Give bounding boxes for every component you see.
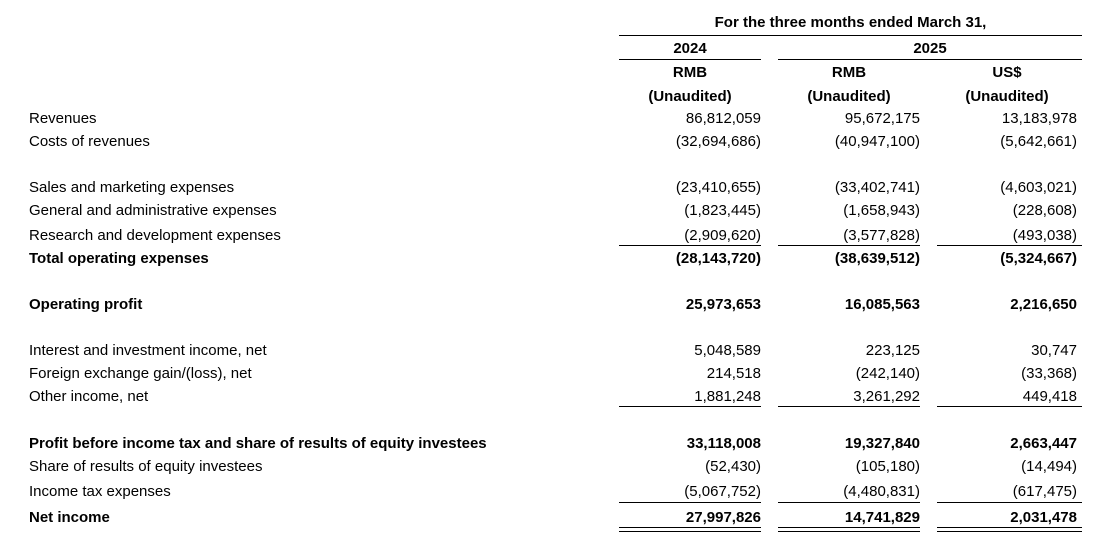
value-2024-rmb: (52,430) (705, 458, 761, 475)
value-2024-rmb: (1,823,445) (684, 202, 761, 219)
row-label: Sales and marketing expenses (29, 179, 235, 196)
year-2024-heading: 2024 (673, 40, 707, 57)
subtotal-rule (937, 245, 1082, 246)
row-label: Foreign exchange gain/(loss), net (29, 365, 252, 382)
subtotal-rule (619, 502, 761, 503)
value-2025-usd: 13,183,978 (1001, 110, 1077, 127)
value-2025-usd: (4,603,021) (1000, 179, 1077, 196)
value-2024-rmb: 27,997,826 (685, 509, 761, 526)
subtotal-rule (778, 406, 920, 407)
subtotal-rule (778, 502, 920, 503)
value-2025-usd: (617,475) (1012, 483, 1077, 500)
value-2025-rmb: 223,125 (865, 342, 920, 359)
row-label: Other income, net (29, 388, 149, 405)
value-2025-usd: 2,663,447 (1010, 435, 1077, 452)
unaudited-heading: (Unaudited) (807, 88, 891, 105)
subtotal-rule (619, 406, 761, 407)
value-2025-rmb: (40,947,100) (834, 133, 920, 150)
value-2024-rmb: (2,909,620) (684, 227, 761, 244)
currency-heading: RMB (672, 64, 708, 81)
row-label: Income tax expenses (29, 483, 171, 500)
value-2025-rmb: (4,480,831) (843, 483, 920, 500)
subtotal-rule (937, 502, 1082, 503)
value-2025-rmb: 14,741,829 (844, 509, 920, 526)
value-2025-rmb: (3,577,828) (843, 227, 920, 244)
row-label: Operating profit (29, 296, 143, 313)
value-2025-rmb: (1,658,943) (843, 202, 920, 219)
subtotal-rule (937, 406, 1082, 407)
value-2025-usd: (33,368) (1021, 365, 1077, 382)
row-label: Share of results of equity investees (29, 458, 263, 475)
value-2024-rmb: (32,694,686) (675, 133, 761, 150)
value-2025-usd: (228,608) (1012, 202, 1077, 219)
value-2024-rmb: (23,410,655) (675, 179, 761, 196)
total-double-rule (778, 527, 920, 532)
value-2024-rmb: 1,881,248 (694, 388, 761, 405)
value-2024-rmb: (5,067,752) (684, 483, 761, 500)
value-2025-rmb: (33,402,741) (834, 179, 920, 196)
value-2024-rmb: 86,812,059 (685, 110, 761, 127)
value-2025-usd: 2,216,650 (1010, 296, 1077, 313)
currency-heading: RMB (831, 64, 867, 81)
row-label: Total operating expenses (29, 250, 209, 267)
value-2025-usd: 2,031,478 (1010, 509, 1077, 526)
currency-heading: US$ (992, 64, 1022, 81)
period-heading: For the three months ended March 31, (714, 14, 987, 31)
value-2024-rmb: 214,518 (706, 365, 761, 382)
value-2025-rmb: (242,140) (855, 365, 920, 382)
value-2024-rmb: (28,143,720) (675, 250, 761, 267)
total-double-rule (619, 527, 761, 532)
row-label: Revenues (29, 110, 97, 127)
value-2025-usd: (493,038) (1012, 227, 1077, 244)
unaudited-heading: (Unaudited) (965, 88, 1049, 105)
row-label: Interest and investment income, net (29, 342, 267, 359)
value-2024-rmb: 5,048,589 (694, 342, 761, 359)
value-2025-rmb: 16,085,563 (844, 296, 920, 313)
value-2025-usd: (5,642,661) (1000, 133, 1077, 150)
value-2025-usd: (5,324,667) (1000, 250, 1077, 267)
value-2025-rmb: 19,327,840 (844, 435, 920, 452)
row-label: Costs of revenues (29, 133, 150, 150)
value-2024-rmb: 25,973,653 (685, 296, 761, 313)
row-label: Profit before income tax and share of results of equity investees (29, 435, 487, 452)
value-2025-usd: 449,418 (1022, 388, 1077, 405)
year-2025-heading: 2025 (913, 40, 947, 57)
value-2025-rmb: 95,672,175 (844, 110, 920, 127)
subtotal-rule (619, 245, 761, 246)
subtotal-rule (778, 245, 920, 246)
value-2025-usd: 30,747 (1031, 342, 1077, 359)
header-rule (619, 35, 1082, 36)
row-label: General and administrative expenses (29, 202, 277, 219)
row-label: Research and development expenses (29, 227, 281, 244)
value-2025-rmb: (105,180) (855, 458, 920, 475)
value-2025-usd: (14,494) (1021, 458, 1077, 475)
year-2024-rule (619, 59, 761, 60)
value-2025-rmb: 3,261,292 (853, 388, 920, 405)
row-label: Net income (29, 509, 110, 526)
total-double-rule (937, 527, 1082, 532)
unaudited-heading: (Unaudited) (648, 88, 732, 105)
value-2024-rmb: 33,118,008 (686, 435, 761, 452)
value-2025-rmb: (38,639,512) (834, 250, 920, 267)
year-2025-rule (778, 59, 1082, 60)
